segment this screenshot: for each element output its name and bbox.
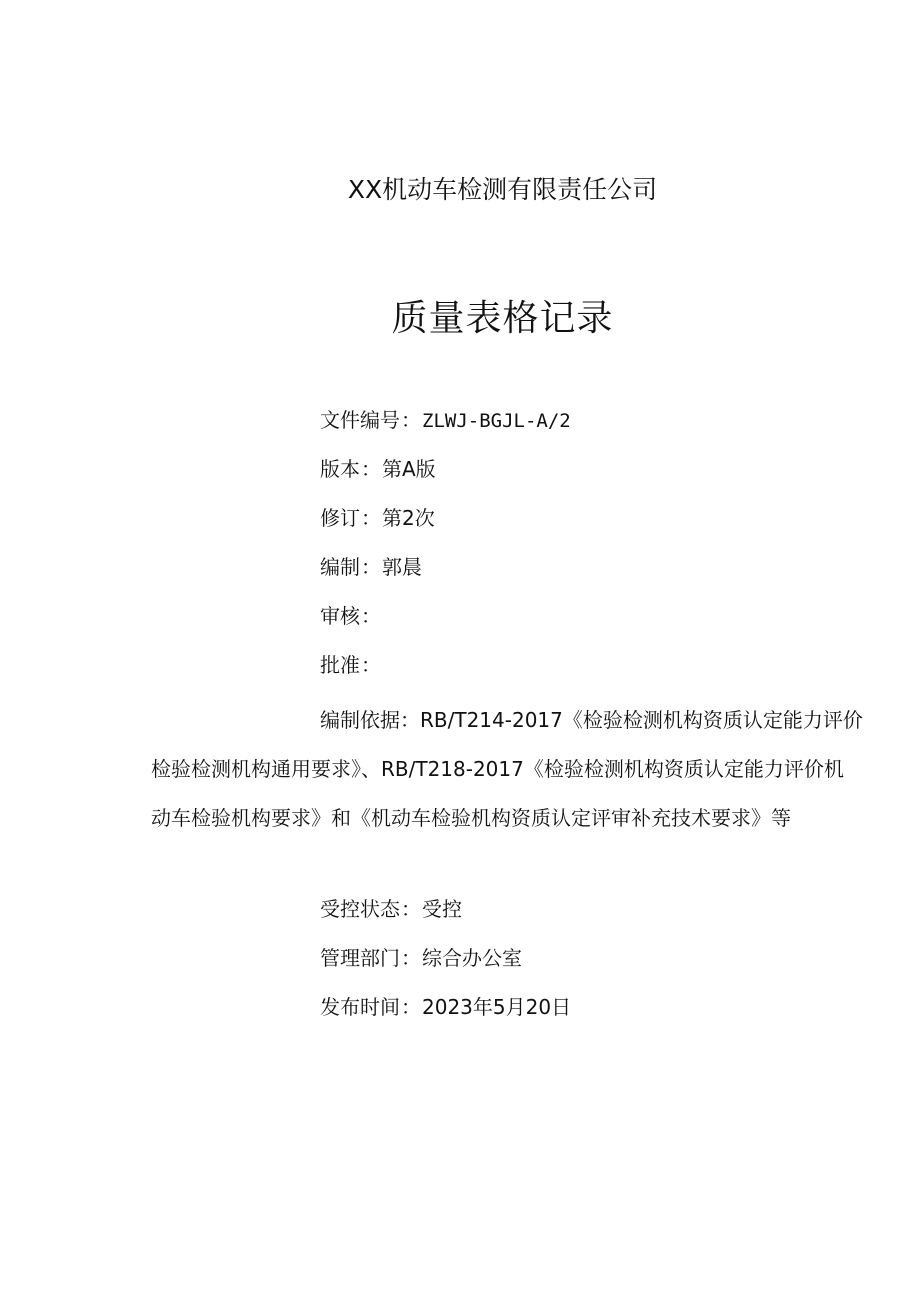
field-doc-no [320, 406, 571, 435]
field-value: 第A版 [382, 457, 436, 481]
field-value: 郭晨 [382, 555, 422, 579]
field-label: 批准 [320, 653, 360, 677]
field-control-status [320, 895, 462, 923]
field-release-date [320, 993, 571, 1021]
field-value: 第2次 [382, 506, 435, 530]
field-revision [320, 504, 435, 532]
company-name: XX机动车检测有限责任公司 [347, 175, 658, 204]
field-label: 文件编号 [320, 408, 400, 432]
field-label: 版本 [320, 457, 360, 481]
field-approver [320, 651, 382, 679]
field-label: 受控状态 [320, 897, 400, 921]
field-compiler [320, 553, 422, 581]
field-separator: ： [401, 408, 421, 432]
field-label: 编制 [320, 555, 360, 579]
field-value: ZLWJ-BGJL-A/2 [422, 410, 571, 432]
field-version [320, 455, 436, 483]
field-separator: ： [401, 897, 421, 921]
field-reviewer [320, 602, 382, 630]
field-separator: ： [401, 946, 421, 970]
field-separator: ： [400, 708, 420, 732]
field-separator: ： [361, 604, 381, 628]
field-department [320, 944, 522, 972]
field-separator: ： [361, 555, 381, 579]
field-separator: ： [361, 457, 381, 481]
field-separator: ： [401, 995, 421, 1019]
field-separator: ： [361, 506, 381, 530]
field-value: 受控 [422, 897, 462, 921]
field-label: 管理部门 [320, 946, 400, 970]
field-separator: ： [361, 653, 381, 677]
field-label: 编制依据 [320, 708, 400, 732]
field-label: 审核 [320, 604, 360, 628]
field-label: 修订 [320, 506, 360, 530]
document-title: 质量表格记录 [391, 298, 614, 339]
field-basis [151, 696, 863, 843]
field-value: 综合办公室 [422, 946, 522, 970]
field-label: 发布时间 [320, 995, 400, 1019]
field-value: RB/T214-2017《检验检测机构资质认定能力评价检验检测机构通用要求》、RB/T218-2017《检验检测机构资质认定能力评价机动车检验机构要求》和《机动车检验机构资质认定评审补充技术要求》等 [151, 708, 863, 830]
field-value: 2023年5月20日 [422, 995, 572, 1019]
